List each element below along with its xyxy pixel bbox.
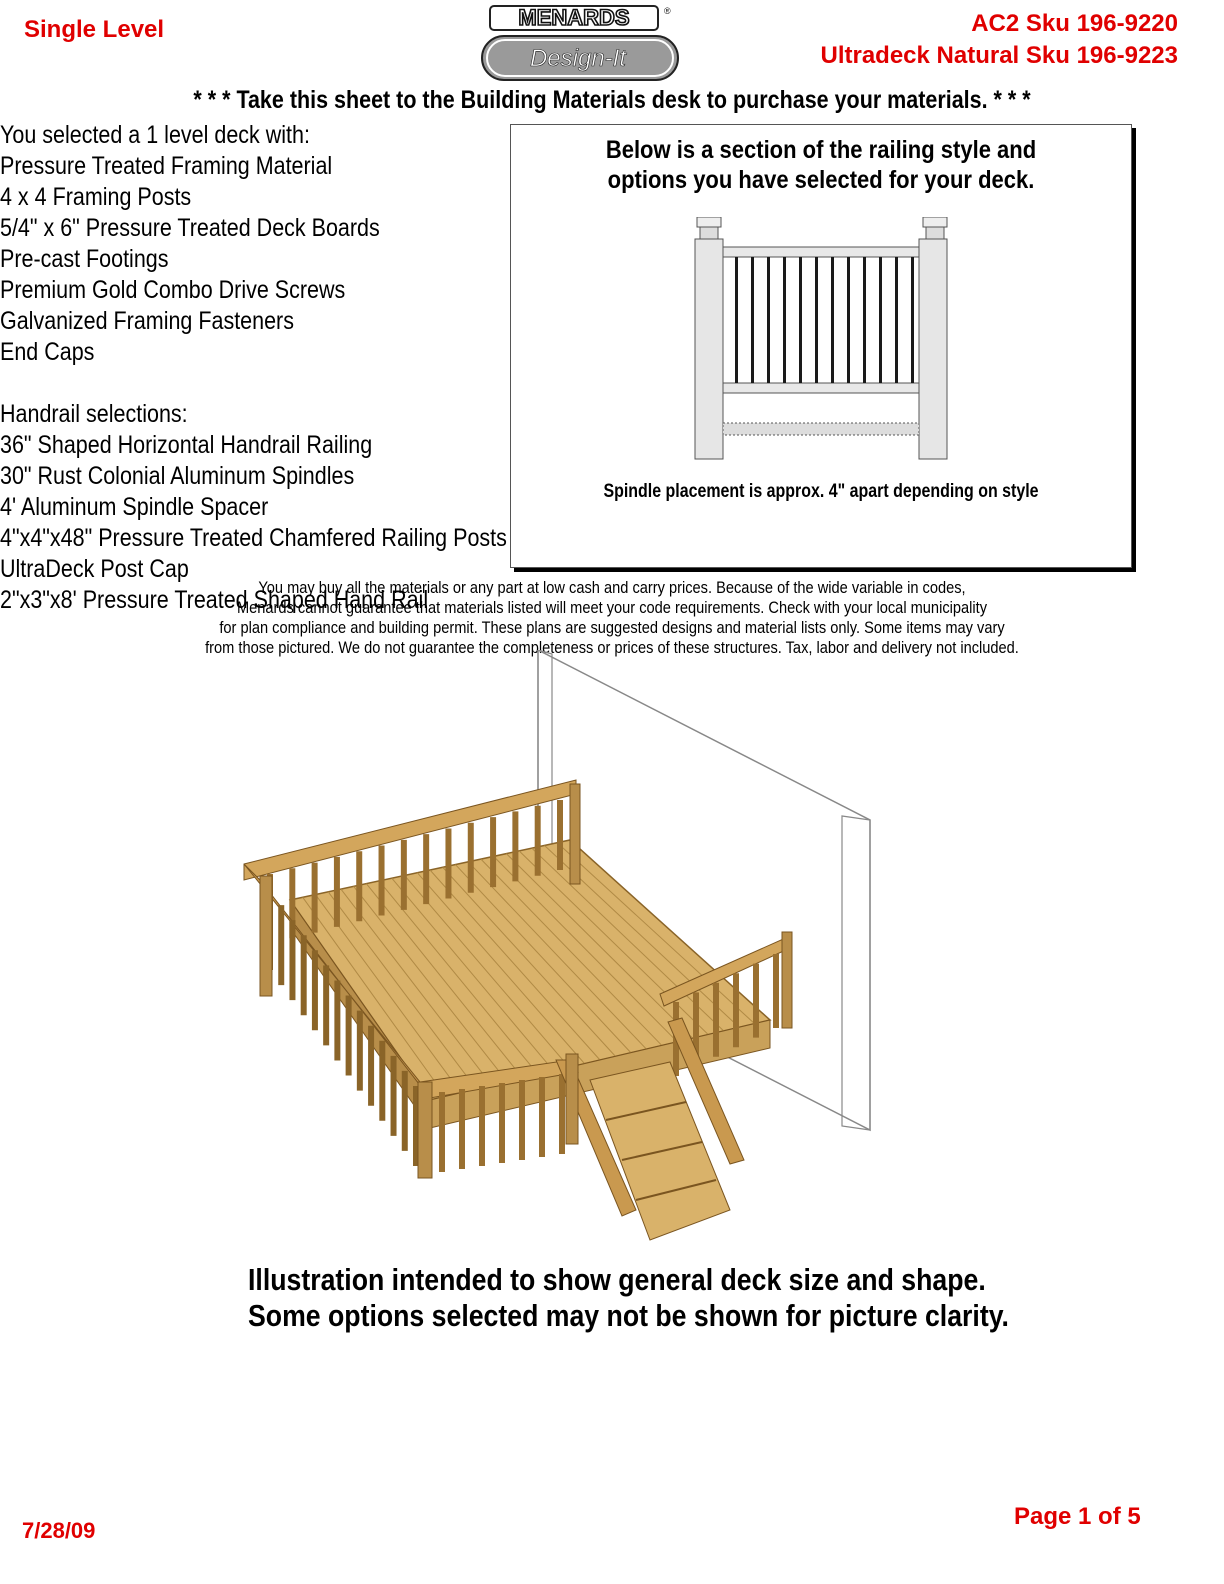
illustration-note bbox=[248, 1262, 1009, 1334]
level-label: Single Level bbox=[24, 16, 165, 43]
spindle bbox=[815, 257, 818, 383]
deck-illustration bbox=[230, 650, 930, 1270]
options-intro: You selected a 1 level deck with: bbox=[0, 121, 310, 149]
spindle bbox=[863, 257, 866, 383]
svg-text:®: ® bbox=[664, 6, 671, 16]
disclaimer bbox=[172, 578, 1053, 658]
sku-ultradeck: Ultradeck Natural Sku 196-9223 bbox=[820, 42, 1178, 69]
option-item: Premium Gold Combo Drive Screws bbox=[0, 276, 346, 304]
spindle bbox=[847, 257, 850, 383]
spindle bbox=[751, 257, 754, 383]
railing-section-illustration bbox=[691, 217, 951, 467]
handrail-item: 4' Aluminum Spindle Spacer bbox=[0, 493, 269, 521]
logo-brand: MENARDS bbox=[518, 5, 630, 30]
railing-section-panel bbox=[510, 124, 1132, 568]
option-item: Galvanized Framing Fasteners bbox=[0, 307, 294, 335]
option-item: End Caps bbox=[0, 338, 95, 366]
logo-graphic bbox=[478, 0, 688, 86]
option-item: 5/4" x 6" Pressure Treated Deck Boards bbox=[0, 214, 380, 242]
option-item: 4 x 4 Framing Posts bbox=[0, 183, 192, 211]
spindle bbox=[879, 257, 882, 383]
print-date: 7/28/09 bbox=[22, 1518, 96, 1543]
purchase-instruction: * * * Take this sheet to the Building Materials desk to purchase your materials. * * * bbox=[193, 86, 1031, 114]
spindle bbox=[799, 257, 802, 383]
logo-product: Design-It bbox=[529, 45, 627, 72]
option-item: Pre-cast Footings bbox=[0, 245, 169, 273]
railing-heading bbox=[548, 135, 1094, 195]
disclaimer-line: Menards cannot guarantee that materials listed will meet your code requirements. Check with your local municipality bbox=[236, 598, 988, 617]
disclaimer-line: from those pictured. We do not guarantee the completeness or prices of these structures. Tax, labor and delivery not included. bbox=[205, 638, 1019, 657]
handrail-item: 4"x4"x48" Pressure Treated Chamfered Railing Posts bbox=[0, 524, 507, 552]
spindle bbox=[831, 257, 834, 383]
illustration-note-line: Illustration intended to show general deck size and shape. bbox=[248, 1262, 986, 1297]
spindle-group bbox=[735, 257, 914, 383]
handrail-item: 2"x3"x8' Pressure Treated Shaped Hand Rail bbox=[0, 586, 429, 614]
sku-ac2: AC2 Sku 196-9220 bbox=[971, 10, 1178, 37]
option-item: Pressure Treated Framing Material bbox=[0, 152, 333, 180]
spindle bbox=[767, 257, 770, 383]
railing-heading-line: Below is a section of the railing style and bbox=[605, 136, 1037, 164]
page-number: Page 1 of 5 bbox=[1014, 1503, 1141, 1530]
handrail-intro: Handrail selections: bbox=[0, 400, 188, 428]
handrail-item: 30" Rust Colonial Aluminum Spindles bbox=[0, 462, 355, 490]
spindle bbox=[783, 257, 786, 383]
spindle bbox=[911, 257, 914, 383]
deck-options-list bbox=[0, 120, 507, 616]
illustration-note-line: Some options selected may not be shown for picture clarity. bbox=[248, 1298, 1009, 1333]
handrail-item: 36" Shaped Horizontal Handrail Railing bbox=[0, 431, 373, 459]
menards-design-it-logo bbox=[478, 0, 688, 86]
spindle bbox=[895, 257, 898, 383]
options-spacer bbox=[0, 368, 507, 399]
disclaimer-line: for plan compliance and building permit. These plans are suggested designs and material lists only. Some items may vary bbox=[219, 618, 1005, 637]
railing-heading-line: options you have selected for your deck. bbox=[607, 166, 1035, 194]
disclaimer-line: You may buy all the materials or any part at low cash and carry prices. Because of the wide variable in codes, bbox=[258, 578, 966, 597]
handrail-item: UltraDeck Post Cap bbox=[0, 555, 189, 583]
spindle-placement-note: Spindle placement is approx. 4" apart depending on style bbox=[603, 481, 1039, 502]
spindle bbox=[735, 257, 738, 383]
